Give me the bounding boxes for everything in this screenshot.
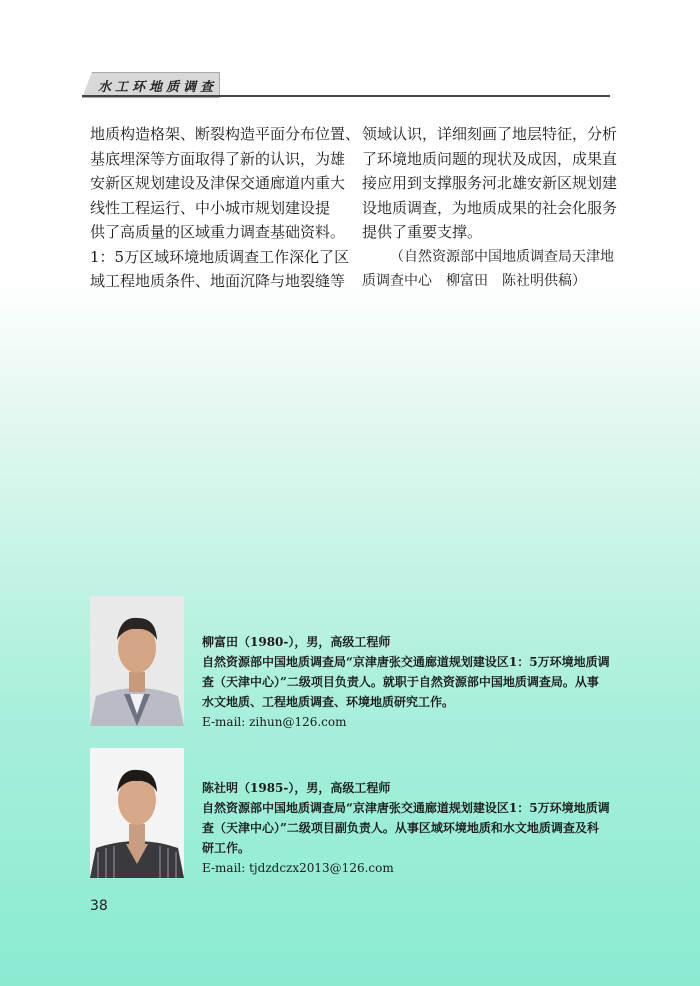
body-line: 设地质调查，为地质成果的社会化服务	[362, 198, 618, 217]
body-line: 了环境地质问题的现状及成因，成果直	[362, 149, 618, 168]
author-bio-text	[202, 778, 610, 878]
right-column	[362, 122, 618, 294]
body-line: 接应用到支撑服务河北雄安新区规划建	[362, 174, 618, 192]
author-photo	[90, 596, 184, 726]
body-line: 安新区规划建设及津保交通廊道内重大	[90, 174, 346, 192]
bio-line: 自然资源部中国地质调查局“京津唐张交通廊道规划建设区1：5万环境地质调	[202, 655, 610, 669]
author-bio-text	[202, 632, 610, 732]
credit-line: 质调查中心 柳富田 陈社明供稿）	[362, 273, 586, 289]
bio-line: 研工作。	[202, 841, 251, 855]
bio-line: 自然资源部中国地质调查局“京津唐张交通廊道规划建设区1：5万环境地质调	[202, 801, 610, 815]
body-line: 基底埋深等方面取得了新的认识，为雄	[90, 149, 346, 168]
body-line: 线性工程运行、中小城市规划建设提	[90, 198, 331, 217]
author-email: E-mail: tjdzdczx2013@126.com	[202, 861, 394, 875]
bio-line: 查（天津中心）”二级项目负责人。就职于自然资源部中国地质调查局。从事	[202, 675, 599, 689]
author-heading: 柳富田（1980-），男，高级工程师	[202, 635, 391, 649]
page-number: 38	[90, 898, 108, 914]
body-line: 1：5万区域环境地质调查工作深化了区	[90, 247, 350, 266]
author-photo	[90, 748, 184, 878]
body-line: 提供了重要支撑。	[362, 223, 483, 241]
author-heading: 陈社明（1985-），男，高级工程师	[202, 781, 391, 795]
body-line: 域工程地质条件、地面沉降与地裂缝等	[90, 272, 346, 290]
bio-line: 水文地质、工程地质调查、环境地质研究工作。	[202, 695, 455, 709]
author-email: E-mail: zihun@126.com	[202, 715, 347, 729]
body-line: 领域认识，详细刻画了地层特征，分析	[362, 125, 618, 143]
body-line: 供了高质量的区域重力调查基础资料。	[90, 223, 346, 241]
header-rule	[82, 95, 610, 97]
body-line: 地质构造格架、断裂构造平面分布位置、	[90, 125, 361, 143]
left-column	[90, 122, 361, 294]
bio-line: 查（天津中心）”二级项目副负责人。从事区域环境地质和水文地质调查及科	[202, 821, 599, 835]
section-title: 水工环地质调查	[98, 80, 218, 95]
credit-line: （自然资源部中国地质调查局天津地	[390, 248, 614, 265]
